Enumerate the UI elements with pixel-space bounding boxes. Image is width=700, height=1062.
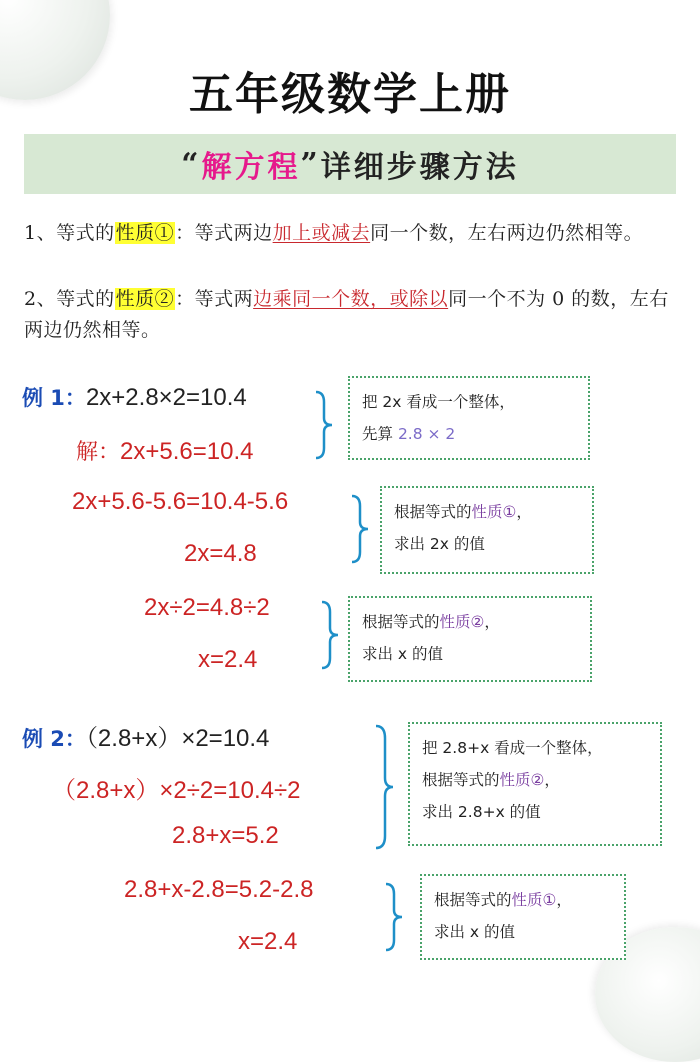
example2-note-1-line2-prefix: 根据等式的	[422, 771, 500, 789]
example2-step-1: （2.8+x）×2÷2=10.4÷2	[52, 777, 301, 804]
example1-step-3: 2x=4.8	[184, 540, 257, 567]
example1-label: 例 1：	[22, 386, 86, 410]
example1-step-5: x=2.4	[198, 646, 258, 673]
example2-brace-1	[372, 724, 396, 850]
example2-note-1-line2-highlight: 性质②	[499, 771, 545, 789]
example2-note-2-line1-prefix: 根据等式的	[434, 891, 512, 909]
example2-note-1-line3: 求出 2.8+x 的值	[422, 803, 541, 821]
example1-step-2: 2x+5.6-5.6=10.4-5.6	[72, 488, 289, 515]
example2-brace-2	[382, 882, 404, 952]
example1-note-2-line2: 求出 2x 的值	[394, 535, 485, 553]
subtitle-quote-close: ”	[300, 146, 321, 182]
example1-step1-line	[76, 435, 253, 466]
property-2-suffix: 同一个不为 0 的数，左右两边仍然相等。	[24, 288, 669, 341]
example1-note-2-line1-prefix: 根据等式的	[394, 503, 472, 521]
example1-note-1-line2-prefix: 先算	[362, 425, 398, 443]
example1-note-3-line1-prefix: 根据等式的	[362, 613, 440, 631]
property-1-key: 加上或减去	[272, 222, 371, 244]
example2-note-1-line1: 把 2.8+x 看成一个整体，	[422, 739, 603, 757]
example1-note-3-line1-suffix: ，	[484, 613, 500, 631]
property-2-key: 边乘同一个数，或除以	[253, 288, 449, 310]
property-1	[24, 218, 680, 249]
example1-note-2-line1-highlight: 性质①	[471, 503, 517, 521]
example2-note-1-line2-suffix: ，	[544, 771, 560, 789]
property-2-name: 性质②	[115, 288, 175, 310]
property-1-prefix: 1、等式的	[24, 222, 115, 244]
example1-problem: 2x+2.8×2=10.4	[85, 384, 247, 411]
example1-note-3-line2: 求出 x 的值	[362, 645, 444, 663]
example1-problem-line	[22, 382, 247, 412]
example1-note-1-line1: 把 2x 看成一个整体，	[362, 393, 515, 411]
example1-note-3	[348, 596, 592, 682]
example1-note-1-line2-highlight: 2.8 × 2	[397, 425, 456, 443]
property-2-mid: ：等式两	[175, 288, 254, 310]
example1-note-2-line1-suffix: ，	[516, 503, 532, 521]
example1-step-4: 2x÷2=4.8÷2	[144, 594, 270, 621]
example2-note-2-line1-highlight: 性质①	[511, 891, 557, 909]
example2-step-4: x=2.4	[238, 928, 298, 955]
subtitle-band	[24, 134, 676, 194]
example1-note-2	[380, 486, 594, 574]
example2-step-2: 2.8+x=5.2	[172, 822, 279, 849]
example2-problem-line	[22, 718, 269, 753]
example1-solution-label: 解：	[76, 440, 121, 465]
example2-problem: （2.8+x）×2=10.4	[85, 725, 270, 752]
subtitle-keyword: 解方程	[201, 150, 301, 185]
example2-note-2-line1-suffix: ，	[556, 891, 572, 909]
example2-note-2	[420, 874, 626, 960]
subtitle-rest: 详细步骤方法	[320, 150, 519, 185]
example2-note-1	[408, 722, 662, 846]
example1-note-3-line1-highlight: 性质②	[439, 613, 485, 631]
example1-step-1: 2x+5.6=10.4	[120, 438, 254, 465]
property-1-suffix: 同一个数，左右两边仍然相等。	[370, 222, 644, 244]
property-2	[24, 284, 680, 346]
property-1-name: 性质①	[115, 222, 175, 244]
example1-brace-1	[312, 390, 334, 460]
property-2-prefix: 2、等式的	[24, 288, 115, 310]
example1-note-1	[348, 376, 590, 460]
property-1-mid: ：等式两边	[175, 222, 273, 244]
example2-step-3: 2.8+x-2.8=5.2-2.8	[124, 876, 314, 903]
example2-label: 例 2：	[22, 727, 86, 751]
example1-brace-2	[348, 494, 370, 564]
page-title: 五年级数学上册	[189, 69, 511, 120]
subtitle-quote-open: “	[181, 146, 202, 182]
example2-note-2-line2: 求出 x 的值	[434, 923, 516, 941]
example1-brace-3	[318, 600, 340, 670]
